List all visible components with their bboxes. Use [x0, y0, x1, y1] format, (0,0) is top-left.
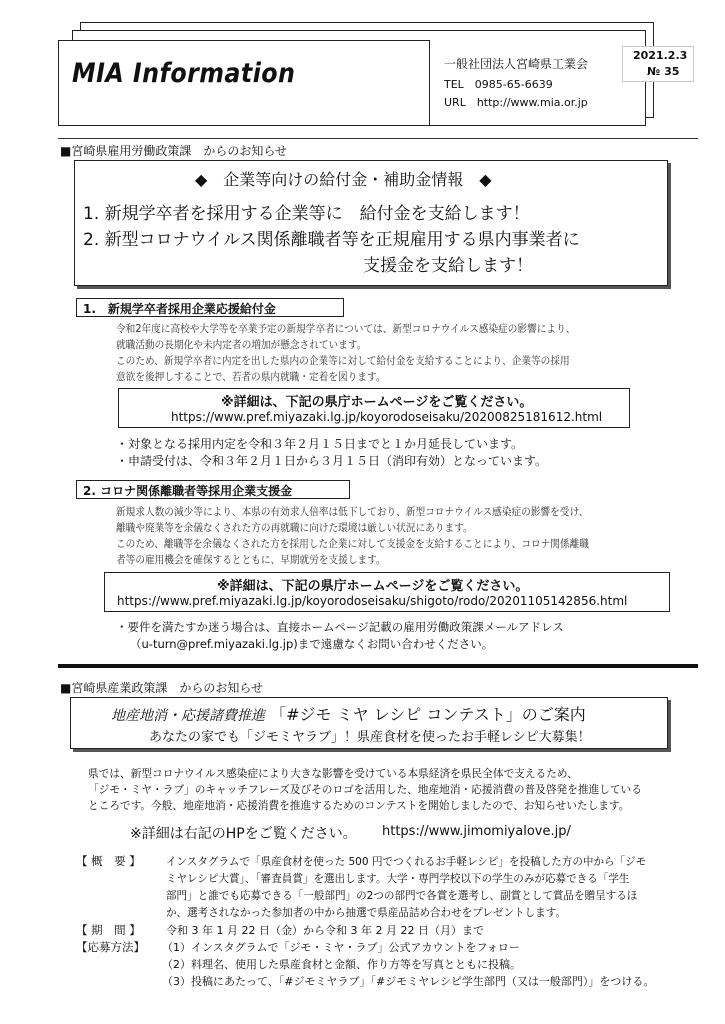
- sub2-para-line: このため、離職等を余儀なくされた方を採用した企業に対して支援金を支給することにより、コロナ関係離職: [116, 538, 589, 550]
- section2-subheadline: あなたの家でも「ジモミヤラブ」！県産食材を使ったお手軽レシピ大募集！: [149, 730, 591, 745]
- section2-source: ■宮崎県産業政策課 からのお知らせ: [60, 681, 263, 695]
- sub2-detail-box: [104, 572, 670, 612]
- overview-line: インスタグラムで「県産食材を使った 500 円でつくれるお手軽レシピ」を投稿した方の中から「ジモ: [166, 855, 647, 868]
- sub1-paragraph: [116, 321, 575, 385]
- sub2-detail-heading: ※詳細は、下記の県庁ホームページをご覧ください。: [217, 579, 529, 594]
- newsletter-title: MIA Information: [72, 58, 296, 89]
- method-label: 【応募方法】: [76, 940, 145, 954]
- sub2-note: ・要件を満たすか迷う場合は、直接ホームページ記載の雇用労働政策課メールアドレス: [116, 620, 564, 634]
- org-url[interactable]: URL http://www.mia.or.jp: [444, 96, 588, 109]
- section-divider: [58, 664, 698, 668]
- section1-source: ■宮崎県雇用労働政策課 からのお知らせ: [60, 144, 287, 158]
- intro-line: ところです。今般、地産地消・応援消費を推進するためのコンテストを開始しましたので、お知らせいたします。: [88, 799, 630, 812]
- sub1-para-line: 就職活動の長期化や未内定者の増加が懸念されています。: [116, 339, 367, 351]
- sub1-detail-heading: ※詳細は、下記の県庁ホームページをご覧ください。: [221, 395, 533, 410]
- sub1-note: ・対象となる採用内定を令和３年２月１５日までと１か月延長しています。: [116, 437, 524, 451]
- sub2-notes: [116, 619, 564, 653]
- section1-headline: ◆ 企業等向けの給付金・補助金情報 ◆: [195, 170, 492, 189]
- method-step: （1）インスタグラムで「ジモ・ミヤ・ラブ」公式アカウントをフォロー: [162, 941, 520, 954]
- section1-point-2: 2. 新型コロナウイルス関係離職者等を正規雇用する県内事業者に: [83, 230, 580, 250]
- overview-line: 部門」と誰でも応募できる「一般部門」の2つの部門で各賞を選考し、副賞として賞品を贈呈するほ: [166, 889, 638, 902]
- overview-label: 【 概 要 】: [76, 854, 141, 868]
- org-tel: TEL 0985-65-6639: [444, 78, 553, 91]
- sub2-para-line: 者等の雇用機会を確保するとともに、早期就労を支援します。: [116, 554, 386, 566]
- sub1-notes: [116, 436, 547, 470]
- org-name: 一般社団法人宮崎県工業会: [444, 57, 589, 71]
- section1-point-1: 1. 新規学卒者を採用する企業等に 給付金を支給します！: [83, 204, 530, 224]
- method-list: [162, 939, 654, 990]
- overview-text: [166, 853, 646, 921]
- section2-intro: [88, 766, 642, 814]
- sub1-detail-url[interactable]: https://www.pref.miyazaki.lg.jp/koyorodoseisaku/20200825181612.html: [171, 410, 603, 424]
- sub1-para-line: 意欲を後押しすることで、若者の県内就職・定着を図ります。: [116, 371, 386, 383]
- section1-headline-box: [74, 160, 668, 286]
- overview-line: ミヤレシピ大賞」、「審査員賞」を選出します。大学・専門学校以下の学生のみが応募できる「学生: [166, 872, 630, 885]
- hp-url[interactable]: https://www.jimomiyalove.jp/: [382, 824, 571, 839]
- section2-headline-main: 「#ジモ ミヤ レシピ コンテスト」のご案内: [270, 705, 586, 724]
- section2-headline-box: [70, 697, 668, 749]
- header-divider: [58, 138, 698, 139]
- section2-headline: [111, 702, 586, 725]
- sub1-title: 1. 新規学卒者採用企業応援給付金: [83, 302, 276, 316]
- sub2-note: （u-turn@pref.miyazaki.lg.jp)まで遠慮なくお問い合わせください。: [130, 637, 494, 651]
- issue-date: 2021.2.3: [633, 49, 688, 62]
- intro-line: 県では、新型コロナウイルス感染症により大きな影響を受けている本県経済を県民全体で支えるため、: [88, 767, 578, 780]
- method-step: （3）投稿にあたって、「#ジモミヤラブ」「#ジモミヤレシピ学生部門（又は一般部門）」をつける。: [162, 975, 655, 988]
- issue-number: № 35: [647, 65, 680, 78]
- sub2-title-box: [76, 480, 350, 499]
- section2-headline-prefix: 地産地消・応援諸費推進: [111, 708, 265, 724]
- overview-line: か、選考されなかった参加者の中から抽選で県産品詰め合わせをプレゼントします。: [166, 906, 567, 919]
- issue-badge: [622, 46, 694, 82]
- sub1-detail-box: [118, 388, 630, 428]
- sub2-para-line: 新規求人数の減少等により、本県の有効求人倍率は低下しており、新型コロナウイルス感染症の影響を受け、: [116, 506, 589, 518]
- sub1-note: ・申請受付は、令和３年２月１日から３月１５日（消印有効）となっています。: [116, 454, 548, 468]
- method-step: （2）料理名、使用した県産食材と金額、作り方等を写真とともに投稿。: [162, 958, 521, 971]
- intro-line: 「ジモ・ミヤ・ラブ」のキャッチフレーズ及びそのロゴを活用した、地産地消・応援消費の普及啓発を推進している: [88, 783, 642, 796]
- period-label: 【 期 間 】: [76, 923, 141, 937]
- sub2-para-line: 離職や廃業等を余儀なくされた方の再就職に向けた環境は厳しい状況にあります。: [116, 522, 473, 534]
- hp-note: ※詳細は右記のHPをご覧ください。: [130, 826, 357, 842]
- sub2-detail-url[interactable]: https://www.pref.miyazaki.lg.jp/koyorodoseisaku/shigoto/rodo/20201105142856.html: [117, 594, 628, 608]
- sub1-para-line: 令和2年度に高校や大学等を卒業予定の新規学卒者については、新型コロナウイルス感染症の影響により、: [116, 323, 576, 335]
- period-text: 令和 3 年 1 月 22 日（金）から令和 3 年 2 月 22 日（月）まで: [166, 924, 484, 937]
- section1-point-2-cont: 支援金を支給します！: [363, 256, 533, 276]
- sub2-title: 2. コロナ関係離職者等採用企業支援金: [83, 484, 293, 498]
- sub2-paragraph: [116, 504, 589, 568]
- sub1-title-box: [76, 298, 344, 317]
- sub1-para-line: このため、新規学卒者に内定を出した県内の企業等に対して給付金を支給することにより、企業等の採用: [116, 355, 570, 367]
